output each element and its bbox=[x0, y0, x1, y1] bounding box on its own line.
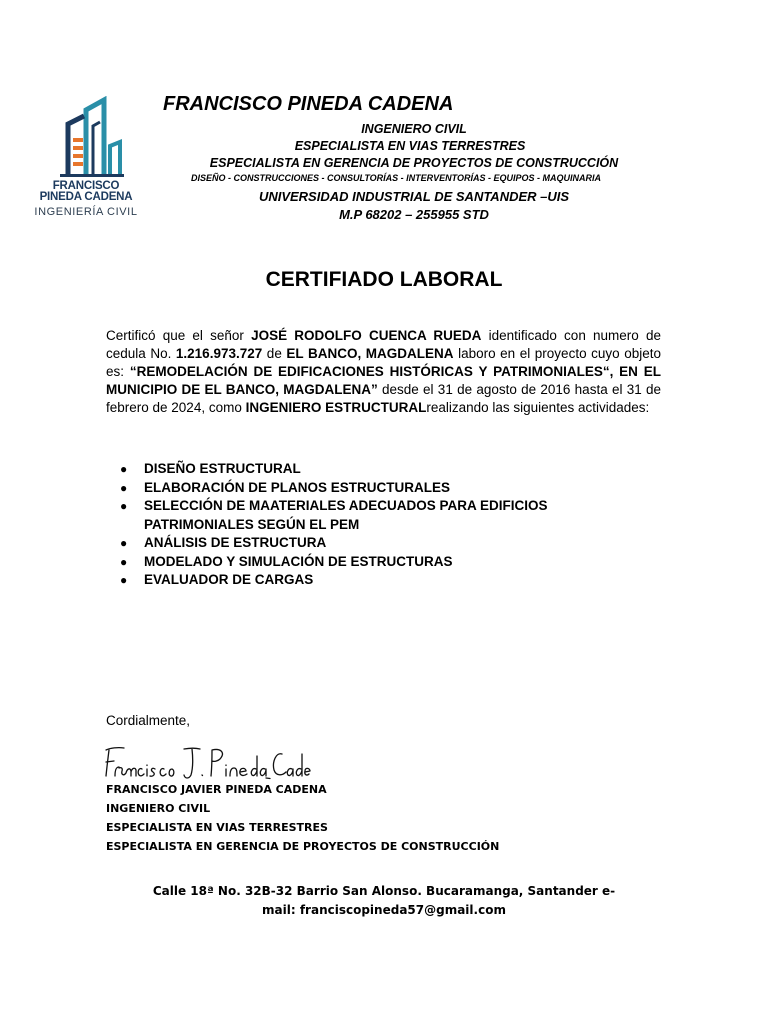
signer-block bbox=[106, 780, 499, 856]
bullet-icon: ● bbox=[120, 536, 128, 550]
bullet-icon: ● bbox=[120, 573, 128, 587]
list-item bbox=[118, 497, 588, 534]
footer-line-2: mail: franciscopineda57@gmail.com bbox=[262, 903, 506, 917]
signer-name: FRANCISCO JAVIER PINEDA CADENA bbox=[106, 783, 327, 796]
logo-subtitle: INGENIERÍA CIVIL bbox=[34, 206, 138, 218]
signer-title-3: ESPECIALISTA EN GERENCIA DE PROYECTOS DE CONSTRUCCIÓN bbox=[106, 840, 500, 853]
employee-name: JOSÉ RODOLFO CUENCA RUEDA bbox=[251, 328, 482, 343]
body-text-3: de bbox=[262, 346, 287, 361]
id-place: EL BANCO, MAGDALENA bbox=[286, 346, 454, 361]
activity-label: EVALUADOR DE CARGAS bbox=[144, 572, 314, 587]
bullet-icon: ● bbox=[120, 480, 128, 495]
activity-label: SELECCIÓN DE MAATERIALES ADECUADOS PARA EDIFICIOS PATRIMONIALES SEGÚN EL PEM bbox=[144, 498, 548, 532]
bullet-icon: ● bbox=[120, 462, 128, 476]
letterhead-university: UNIVERSIDAD INDUSTRIAL DE SANTANDER –UIS bbox=[258, 189, 570, 204]
activity-label: ANÁLISIS DE ESTRUCTURA bbox=[144, 535, 327, 550]
footer-address bbox=[0, 882, 768, 920]
activities-list bbox=[118, 460, 588, 590]
employee-role: INGENIERO ESTRUCTURAL bbox=[245, 400, 427, 415]
closing-salutation: Cordialmente, bbox=[106, 713, 191, 728]
signer-title-2: ESPECIALISTA EN VIAS TERRESTRES bbox=[106, 821, 328, 834]
footer-line-1: Calle 18ª No. 32B-32 Barrio San Alonso. Bucaramanga, Santander e- bbox=[152, 884, 616, 898]
letterhead-services: DISEÑO - CONSTRUCCIONES - CONSULTORÍAS - INTERVENTORÍAS - EQUIPOS - MAQUINARIA bbox=[190, 173, 602, 183]
letterhead-name: FRANCISCO PINEDA CADENA bbox=[163, 93, 454, 115]
logo-name-line1: FRANCISCO bbox=[52, 180, 120, 192]
list-item bbox=[118, 571, 588, 590]
letterhead-profession: INGENIERO CIVIL bbox=[361, 122, 467, 136]
bullet-icon: ● bbox=[120, 554, 128, 569]
list-item bbox=[118, 553, 588, 572]
body-text-6: realizando las siguientes actividades: bbox=[426, 400, 650, 415]
bullet-icon: ● bbox=[120, 499, 128, 513]
id-number: 1.216.973.727 bbox=[175, 346, 263, 361]
letterhead-specialty-roads: ESPECIALISTA EN VIAS TERRESTRES bbox=[294, 139, 526, 153]
activity-label: MODELADO Y SIMULACIÓN DE ESTRUCTURAS bbox=[144, 553, 453, 569]
body-text-1: Certificó que el señor bbox=[106, 328, 252, 343]
activity-label: DISEÑO ESTRUCTURAL bbox=[144, 461, 301, 476]
list-item bbox=[118, 479, 588, 498]
document-title: CERTIFIADO LABORAL bbox=[265, 268, 503, 291]
list-item bbox=[118, 534, 588, 553]
letterhead-specialty-management: ESPECIALISTA EN GERENCIA DE PROYECTOS DE CONSTRUCCIÓN bbox=[209, 156, 619, 170]
letterhead-license: M.P 68202 – 255955 STD bbox=[339, 207, 489, 222]
signer-title-1: INGENIERO CIVIL bbox=[106, 802, 211, 815]
body-text-4: laboro en el proyecto cuyo objeto es: bbox=[106, 346, 661, 379]
project-name: “REMODELACIÓN DE EDIFICACIONES HISTÓRICAS Y PATRIMONIALES“, EN EL MUNICIPIO DE EL BANCO, MAGDALENA” bbox=[106, 364, 662, 397]
body-text-5: desde el 31 de agosto de 2016 hasta el 31 de febrero de 2024, como bbox=[106, 382, 661, 415]
certificate-body bbox=[106, 327, 661, 417]
handwritten-signature bbox=[100, 742, 315, 782]
activity-label: ELABORACIÓN DE PLANOS ESTRUCTURALES bbox=[144, 479, 451, 495]
list-item bbox=[118, 460, 588, 479]
logo-name-line2: PINEDA CADENA bbox=[39, 191, 133, 203]
body-text-2: identificado con numero de cedula No. bbox=[106, 328, 661, 361]
